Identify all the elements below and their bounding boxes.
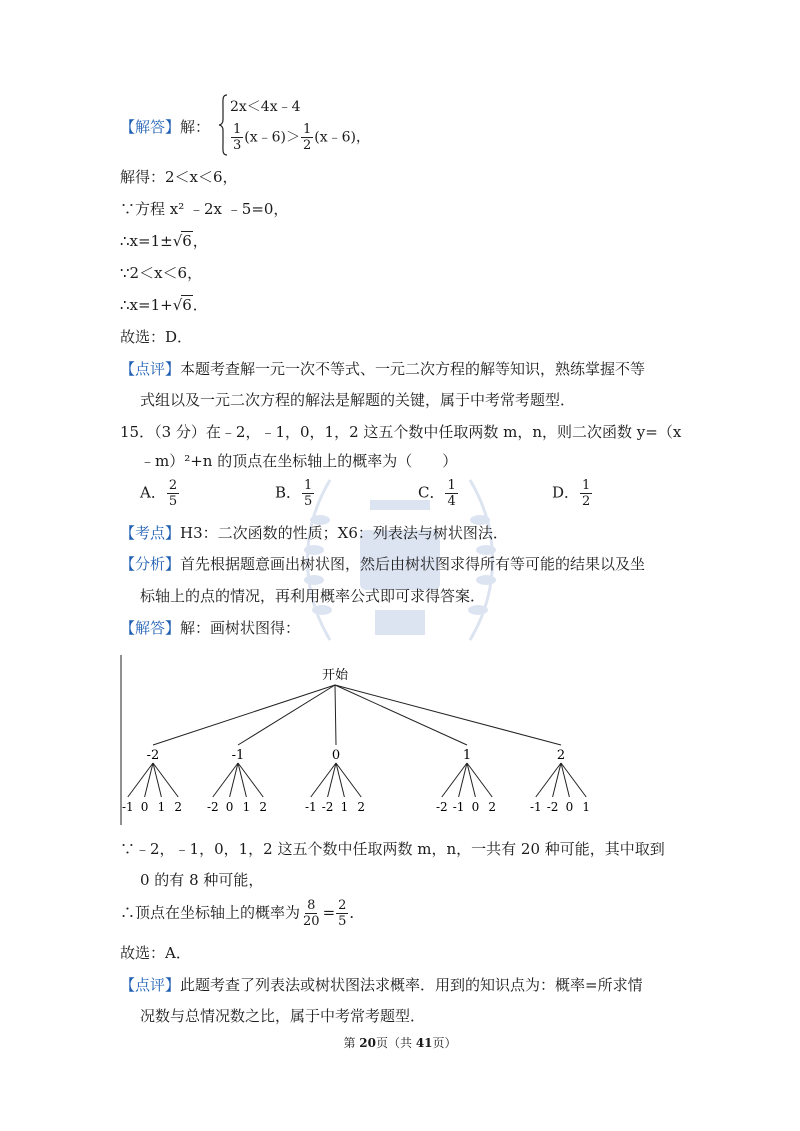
kaodian-tag: 【考点】 [120, 524, 181, 542]
fraction-one-half: $\frac{1}{2}$ [303, 122, 312, 153]
tree-branch [238, 685, 335, 745]
probability-line: ∴顶点在坐标轴上的概率为 $\frac{8}{20}$ = $\frac{2}{5}$ ． [120, 898, 365, 929]
fraction-one-third: $\frac{1}{3}$ [233, 122, 242, 153]
comment-tag: 【点评】 [120, 976, 181, 994]
tree-leaf: 0 [565, 800, 574, 814]
option-b[interactable]: B． $\frac{1}{5}$ [275, 478, 313, 509]
tree-diagram [120, 655, 680, 825]
tree-branch [335, 685, 336, 745]
fraction-8-20: $\frac{8}{20}$ [303, 898, 320, 929]
solution-line-3: ∴x=1±√6， [120, 232, 208, 250]
tree-leaf: 0 [140, 800, 149, 814]
tree-node: 0 [331, 748, 341, 763]
tree-leaf: 1 [242, 800, 251, 814]
page-total: 41 [415, 1036, 433, 1050]
tree-leaf: -1 [452, 800, 465, 814]
solution-line-5: ∴x=1+√6． [120, 296, 208, 314]
comment-1-line-2: 式组以及一元二次方程的解法是解题的关键，属于中考常考题型． [140, 391, 576, 409]
solution-heading-1 [120, 116, 210, 137]
comment-1-line-1: 【点评】本题考查解一元一次不等式、一元二次方程的解等知识，熟练掌握不等 [120, 360, 646, 378]
tree-leaf: -1 [529, 800, 542, 814]
inequality-2: $\frac{1}{3}$ (x﹣6)＞ $\frac{1}{2}$ (x﹣6)， [233, 122, 371, 153]
solution-jie: 解： [180, 118, 211, 136]
tree-node: 2 [556, 748, 566, 763]
fraction-2-5: $\frac{2}{5}$ [338, 898, 347, 929]
tree-leaf: 1 [582, 800, 591, 814]
page-footer: 第 20页（共 41页） [343, 1036, 457, 1050]
page-number: 20 [359, 1036, 376, 1050]
count-line-1: ∵﹣2，﹣1，0，1，2 这五个数中任取两数 m，n，一共有 20 种可能，其中取到 [120, 840, 665, 858]
tree-root: 开始 [321, 668, 349, 683]
tree-node: 1 [462, 748, 472, 763]
tree-leaf: 2 [174, 800, 183, 814]
solution-answer-2: 故选：A． [120, 944, 191, 962]
tree-leaf: -1 [121, 800, 134, 814]
solution-line-1: 解得：2＜x＜6， [120, 168, 238, 186]
kaodian-line: 【考点】H3：二次函数的性质；X6：列表法与树状图法． [120, 524, 508, 542]
solution-line-2: ∵方程 x² ﹣2x ﹣5=0， [120, 200, 289, 218]
comment-tag: 【点评】 [120, 360, 181, 378]
question-15-line-1: 15．（3 分）在﹣2，﹣1，0，1，2 这五个数中任取两数 m，n，则二次函数 y=（x [120, 423, 682, 441]
comment-2-line-2: 况数与总情况数之比，属于中考常考题型． [140, 1007, 426, 1025]
left-brace [218, 94, 228, 156]
solution-line-4: ∵2＜x＜6， [120, 264, 203, 282]
tree-branch [153, 685, 335, 745]
tree-leaf: -1 [304, 800, 317, 814]
comment-2-line-1: 【点评】此题考查了列表法或树状图法求概率．用到的知识点为：概率=所求情 [120, 976, 643, 994]
solution-heading-2: 【解答】解：画树状图得： [120, 619, 301, 637]
tree-leaf: 2 [488, 800, 497, 814]
tree-node: -2 [146, 748, 160, 763]
tree-leaf: -2 [546, 800, 559, 814]
inequality-system [218, 94, 418, 164]
tree-leaf: 2 [357, 800, 366, 814]
count-line-2: 0 的有 8 种可能， [140, 871, 264, 889]
tree-leaf: -2 [321, 800, 334, 814]
solution-tag: 【解答】 [120, 619, 181, 637]
solution-answer-1: 故选：D． [120, 328, 193, 346]
tree-leaf: 1 [340, 800, 349, 814]
tree-leaf: 0 [471, 800, 480, 814]
fenxi-line-2: 标轴上的点的情况，再利用概率公式即可求得答案． [140, 587, 486, 605]
option-c[interactable]: C． $\frac{1}{4}$ [418, 478, 456, 509]
option-a[interactable]: A． $\frac{2}{5}$ [140, 478, 178, 509]
tree-leaf: 1 [157, 800, 166, 814]
tree-node: -1 [231, 748, 245, 763]
tree-leaf: -2 [435, 800, 448, 814]
tree-leaf: -2 [206, 800, 219, 814]
solution-tag: 【解答】 [120, 118, 181, 136]
fenxi-tag: 【分析】 [120, 555, 181, 573]
option-d[interactable]: D． $\frac{1}{2}$ [552, 478, 591, 509]
question-15-line-2: ﹣m）²+n 的顶点在坐标轴上的概率为（ ） [140, 452, 458, 470]
inequality-1: 2x＜4x﹣4 [230, 99, 301, 115]
fenxi-line-1: 【分析】首先根据题意画出树状图，然后由树状图求得所有等可能的结果以及坐 [120, 555, 646, 573]
tree-leaf: 0 [225, 800, 234, 814]
tree-leaf: 2 [259, 800, 268, 814]
